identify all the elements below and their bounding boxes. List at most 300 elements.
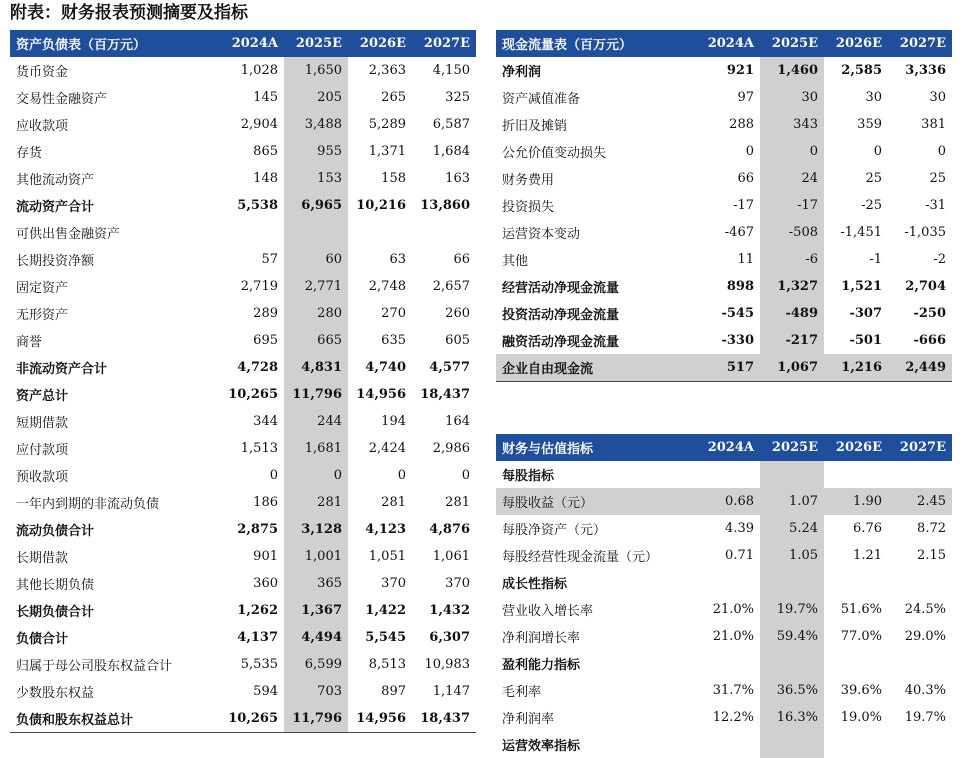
cell-value (888, 731, 952, 758)
cell-value: 12.2% (712, 710, 754, 725)
column-header: 2026E (824, 30, 888, 57)
cell-value: 3,488 (284, 111, 348, 138)
table-row (10, 462, 476, 489)
cell-value: 8.72 (917, 521, 946, 536)
cell-value: 16.3% (760, 704, 824, 731)
cell-value (824, 569, 888, 596)
column-header: 2027E (888, 30, 952, 57)
row-label: 盈利能力指标 (502, 658, 581, 673)
row-label: 长期负债合计 (16, 605, 95, 620)
cell-value: 370 (445, 576, 470, 591)
cell-value: 30 (929, 90, 946, 105)
cell-value: 4,740 (365, 360, 406, 375)
row-label: 长期借款 (16, 551, 69, 566)
table-row (496, 488, 952, 515)
cell-value: 635 (381, 333, 406, 348)
column-header: 2025E (760, 30, 824, 57)
row-label: 毛利率 (502, 685, 542, 700)
cell-value: 10,265 (220, 705, 284, 733)
row-label: 运营资本变动 (502, 227, 581, 242)
cell-value: 865 (253, 144, 278, 159)
table-header-row (496, 434, 952, 461)
cell-value: 66 (737, 171, 754, 186)
cell-value: 1.90 (824, 488, 888, 515)
table-row (10, 138, 476, 165)
cash-flow-table (496, 30, 952, 382)
cell-value: 11,796 (284, 381, 348, 408)
cell-value: 14,956 (348, 705, 412, 733)
cell-value: 24 (760, 165, 824, 192)
row-label: 其他 (502, 254, 529, 269)
cell-value: 703 (284, 678, 348, 705)
row-label: 每股经营性现金流量（元） (502, 550, 659, 565)
cell-value: 14,956 (356, 387, 406, 402)
cell-value: 148 (253, 171, 278, 186)
cell-value (696, 650, 760, 677)
row-label: 应收款项 (16, 119, 69, 134)
cell-value: 4,577 (429, 360, 470, 375)
table-row (496, 731, 952, 758)
table-row (496, 542, 952, 569)
row-label: 投资活动净现金流量 (502, 308, 620, 323)
row-label: 其他流动资产 (16, 173, 95, 188)
cell-value: 2,904 (240, 117, 278, 132)
cell-value: -508 (760, 219, 824, 246)
row-label: 资产总计 (16, 389, 69, 404)
cell-value: -545 (721, 306, 754, 321)
table-row (10, 624, 476, 651)
cell-value: -6 (760, 246, 824, 273)
column-header: 2025E (284, 30, 348, 57)
cell-value: 39.6% (840, 683, 882, 698)
row-label: 每股指标 (502, 469, 555, 484)
cell-value: 0.68 (696, 488, 760, 515)
cell-value: 18,437 (420, 387, 470, 402)
cell-value: 13,860 (420, 198, 470, 213)
table-row (10, 516, 476, 543)
row-label: 经营活动净现金流量 (502, 281, 620, 296)
row-label: 归属于母公司股东权益合计 (16, 659, 173, 674)
cell-value: 1.05 (760, 542, 824, 569)
cell-value (760, 461, 824, 488)
table-row (10, 246, 476, 273)
cell-value: 19.7% (760, 596, 824, 623)
row-label: 公允价值变动损失 (502, 146, 607, 161)
cell-value: 3,336 (905, 63, 946, 78)
cell-value: 280 (284, 300, 348, 327)
cell-value: 1,650 (284, 57, 348, 84)
cell-value: 270 (381, 306, 406, 321)
table-row (496, 704, 952, 731)
cell-value: 51.6% (840, 602, 882, 617)
cell-value: 30 (760, 84, 824, 111)
cell-value: 25 (929, 171, 946, 186)
cell-value: 4,137 (237, 630, 278, 645)
cell-value: 4,876 (429, 522, 470, 537)
row-label: 折旧及摊销 (502, 119, 568, 134)
cell-value: 0 (873, 144, 882, 159)
table-row (496, 246, 952, 273)
cell-value: -25 (861, 198, 882, 213)
cell-value: 24.5% (904, 602, 946, 617)
cell-value: -1,451 (840, 225, 882, 240)
cell-value: 10,216 (356, 198, 406, 213)
cell-value: 260 (445, 306, 470, 321)
cell-value (412, 219, 476, 246)
row-label: 交易性金融资产 (16, 92, 108, 107)
indicators-table (496, 434, 952, 758)
table-row (496, 57, 952, 84)
cell-value: 381 (921, 117, 946, 132)
row-label: 负债合计 (16, 632, 69, 647)
cell-value: 21.0% (712, 602, 754, 617)
cell-value: 2,748 (368, 279, 406, 294)
table-row (10, 57, 476, 84)
cell-value: 1,061 (432, 549, 470, 564)
cell-value: 1,684 (432, 144, 470, 159)
cell-value (888, 569, 952, 596)
table-header-row (10, 30, 476, 57)
cell-value: -31 (925, 198, 946, 213)
row-label: 长期投资净额 (16, 254, 95, 269)
cell-value: 11,796 (284, 705, 348, 733)
cell-value: 365 (284, 570, 348, 597)
cell-value (824, 650, 888, 677)
row-label: 净利润增长率 (502, 631, 581, 646)
cell-value: 281 (381, 495, 406, 510)
cell-value: 605 (445, 333, 470, 348)
table-row (496, 623, 952, 650)
cell-value (696, 569, 760, 596)
cell-value: 0 (397, 468, 406, 483)
cell-value: -17 (733, 198, 754, 213)
cell-value: -489 (760, 300, 824, 327)
cell-value: 1,513 (240, 441, 278, 456)
row-label: 投资损失 (502, 200, 555, 215)
cell-value: -17 (760, 192, 824, 219)
table-row (496, 219, 952, 246)
cell-value: 325 (445, 90, 470, 105)
table-row (10, 489, 476, 516)
cell-value: 186 (253, 495, 278, 510)
cell-value: 3,128 (284, 516, 348, 543)
cell-value: 901 (253, 549, 278, 564)
table-row (496, 300, 952, 327)
cell-value: -666 (913, 333, 946, 348)
cell-value: 60 (284, 246, 348, 273)
cell-value: 25 (865, 171, 882, 186)
cell-value: -250 (913, 306, 946, 321)
row-label: 负债和股东权益总计 (10, 705, 220, 733)
cell-value: 36.5% (760, 677, 824, 704)
cell-value: 11 (737, 252, 754, 267)
cell-value: 1,422 (365, 603, 406, 618)
cell-value: -2 (933, 252, 946, 267)
cell-value: 6.76 (853, 521, 882, 536)
cell-value: 6,587 (432, 117, 470, 132)
table-title: 资产负债表（百万元） (10, 30, 220, 57)
table-row (496, 192, 952, 219)
cell-value: 145 (253, 90, 278, 105)
cell-value: -330 (721, 333, 754, 348)
row-label: 成长性指标 (502, 577, 568, 592)
table-row (496, 677, 952, 704)
cell-value: -307 (849, 306, 882, 321)
cell-value: 1.21 (853, 548, 882, 563)
cell-value: 1,028 (240, 63, 278, 78)
cell-value: -467 (724, 225, 754, 240)
cell-value: 0 (269, 468, 278, 483)
table-row (10, 111, 476, 138)
table-row (10, 543, 476, 570)
cell-value: 5,289 (368, 117, 406, 132)
cell-value: 265 (381, 90, 406, 105)
cell-value: 18,437 (412, 705, 476, 733)
row-label: 融资活动净现金流量 (502, 335, 620, 350)
cell-value: 163 (445, 171, 470, 186)
row-label: 固定资产 (16, 281, 69, 296)
cell-value: 4,831 (284, 354, 348, 381)
cell-value: 1.07 (760, 488, 824, 515)
column-header: 2026E (348, 30, 412, 57)
column-header: 2024A (696, 30, 760, 57)
cell-value: 63 (389, 252, 406, 267)
cell-value: 955 (284, 138, 348, 165)
row-label: 运营效率指标 (502, 739, 581, 754)
table-row (10, 435, 476, 462)
row-label: 应付款项 (16, 443, 69, 458)
cell-value: 158 (381, 171, 406, 186)
cell-value: 1,460 (760, 57, 824, 84)
cell-value: 4,494 (284, 624, 348, 651)
table-row (10, 381, 476, 408)
cell-value: 1,262 (237, 603, 278, 618)
cell-value: 6,965 (284, 192, 348, 219)
cell-value: 1,367 (284, 597, 348, 624)
cell-value: 2,771 (284, 273, 348, 300)
cell-value: 0 (745, 144, 754, 159)
cell-value: 10,265 (228, 387, 278, 402)
cell-value: 4.39 (725, 521, 754, 536)
cell-value: 359 (857, 117, 882, 132)
cell-value: 695 (253, 333, 278, 348)
cell-value (284, 219, 348, 246)
cell-value (696, 731, 760, 758)
cell-value: 0 (937, 144, 946, 159)
table-row (496, 515, 952, 542)
cell-value: 5.24 (760, 515, 824, 542)
column-header: 2024A (696, 434, 760, 461)
cell-value: 2,704 (905, 279, 946, 294)
row-label: 营业收入增长率 (502, 604, 594, 619)
cell-value: 2,424 (368, 441, 406, 456)
table-title: 现金流量表（百万元） (496, 30, 696, 57)
cell-value: 5,545 (365, 630, 406, 645)
cell-value: 921 (726, 63, 754, 78)
cell-value: 1,521 (841, 279, 882, 294)
cell-value: 19.7% (904, 710, 946, 725)
cell-value: 1,216 (824, 354, 888, 382)
row-label: 存货 (16, 146, 43, 161)
cell-value: 370 (381, 576, 406, 591)
cell-value: 31.7% (712, 683, 754, 698)
cell-value: 6,307 (429, 630, 470, 645)
table-row (496, 111, 952, 138)
cell-value: 0 (461, 468, 470, 483)
cell-value: 77.0% (840, 629, 882, 644)
column-header: 2024A (220, 30, 284, 57)
table-row (10, 597, 476, 624)
cell-value: 1,371 (368, 144, 406, 159)
balance-sheet-table (10, 30, 476, 733)
cell-value: 6,599 (284, 651, 348, 678)
cell-value: 153 (284, 165, 348, 192)
cell-value: 360 (253, 576, 278, 591)
table-row (10, 354, 476, 381)
row-label: 少数股东权益 (16, 686, 95, 701)
row-label: 短期借款 (16, 416, 69, 431)
cell-value (888, 650, 952, 677)
cell-value: 59.4% (760, 623, 824, 650)
cell-value: 21.0% (712, 629, 754, 644)
cell-value: 898 (726, 279, 754, 294)
cell-value (888, 461, 952, 488)
cell-value: 665 (284, 327, 348, 354)
table-row (10, 219, 476, 246)
row-label: 财务费用 (502, 173, 555, 188)
table-row (10, 705, 476, 733)
table-row (10, 300, 476, 327)
cell-value: 1,327 (760, 273, 824, 300)
row-label: 可供出售金融资产 (16, 227, 121, 242)
column-header: 2027E (412, 30, 476, 57)
table-row (10, 570, 476, 597)
cell-value: 205 (284, 84, 348, 111)
row-label: 流动负债合计 (16, 524, 95, 539)
table-row (10, 678, 476, 705)
table-row (496, 569, 952, 596)
table-row (10, 273, 476, 300)
cell-value (760, 650, 824, 677)
cell-value: 2.15 (917, 548, 946, 563)
cell-value: 0 (760, 138, 824, 165)
table-row (496, 327, 952, 354)
cell-value: -501 (849, 333, 882, 348)
row-label: 预收款项 (16, 470, 69, 485)
column-header: 2027E (888, 434, 952, 461)
column-header: 2026E (824, 434, 888, 461)
cell-value: -1 (869, 252, 882, 267)
table-row (496, 461, 952, 488)
cell-value: 66 (453, 252, 470, 267)
row-label: 净利润率 (502, 712, 555, 727)
cell-value: 2,719 (240, 279, 278, 294)
cell-value: 2,585 (841, 63, 882, 78)
table-row (496, 165, 952, 192)
table-row (496, 273, 952, 300)
cell-value: 343 (760, 111, 824, 138)
cell-value: 281 (445, 495, 470, 510)
cell-value (824, 461, 888, 488)
cell-value: 1,051 (368, 549, 406, 564)
cell-value: -217 (760, 327, 824, 354)
cell-value (220, 219, 284, 246)
cell-value: -1,035 (904, 225, 946, 240)
cell-value: 10,983 (424, 657, 470, 672)
cell-value: 244 (284, 408, 348, 435)
cell-value: 1,147 (432, 684, 470, 699)
cell-value: 2,657 (432, 279, 470, 294)
cell-value: 4,123 (365, 522, 406, 537)
row-label: 非流动资产合计 (16, 362, 108, 377)
row-label: 净利润 (502, 65, 542, 80)
cell-value: 289 (253, 306, 278, 321)
column-header: 2025E (760, 434, 824, 461)
cell-value: 29.0% (904, 629, 946, 644)
table-row (496, 84, 952, 111)
row-label: 企业自由现金流 (496, 354, 696, 382)
table-row (10, 651, 476, 678)
cell-value: 4,728 (237, 360, 278, 375)
cell-value (760, 731, 824, 758)
cell-value: 5,538 (237, 198, 278, 213)
cell-value: 344 (253, 414, 278, 429)
cell-value (824, 731, 888, 758)
row-label: 其他长期负债 (16, 578, 95, 593)
row-label: 无形资产 (16, 308, 69, 323)
cell-value: 897 (381, 684, 406, 699)
table-row (496, 354, 952, 382)
cell-value: 19.0% (840, 710, 882, 725)
cell-value (696, 461, 760, 488)
table-row (496, 596, 952, 623)
cell-value: 164 (445, 414, 470, 429)
table-header-row (496, 30, 952, 57)
cell-value (348, 219, 412, 246)
cell-value: 97 (737, 90, 754, 105)
table-row (10, 84, 476, 111)
row-label: 每股净资产（元） (502, 523, 607, 538)
cell-value: 4,150 (432, 63, 470, 78)
cell-value: 194 (381, 414, 406, 429)
row-label: 每股收益（元） (496, 488, 696, 515)
table-row (10, 192, 476, 219)
cell-value: 1,681 (284, 435, 348, 462)
row-label: 资产减值准备 (502, 92, 581, 107)
table-title: 财务与估值指标 (496, 434, 696, 461)
row-label: 一年内到期的非流动负债 (16, 497, 160, 512)
cell-value: 594 (253, 684, 278, 699)
cell-value: 1,432 (429, 603, 470, 618)
cell-value: 57 (261, 252, 278, 267)
cell-value: 5,535 (240, 657, 278, 672)
cell-value: 40.3% (904, 683, 946, 698)
table-row (10, 408, 476, 435)
cell-value: 2,363 (368, 63, 406, 78)
cell-value: 2,449 (888, 354, 952, 382)
cell-value: 1,001 (284, 543, 348, 570)
page-title: 附表：财务报表预测摘要及指标 (10, 3, 248, 23)
cell-value: 517 (696, 354, 760, 382)
cell-value: 2.45 (888, 488, 952, 515)
table-row (496, 650, 952, 677)
table-row (10, 327, 476, 354)
cell-value: 2,875 (237, 522, 278, 537)
row-label: 商誉 (16, 335, 43, 350)
cell-value (760, 569, 824, 596)
cell-value: 30 (865, 90, 882, 105)
cell-value: 8,513 (368, 657, 406, 672)
